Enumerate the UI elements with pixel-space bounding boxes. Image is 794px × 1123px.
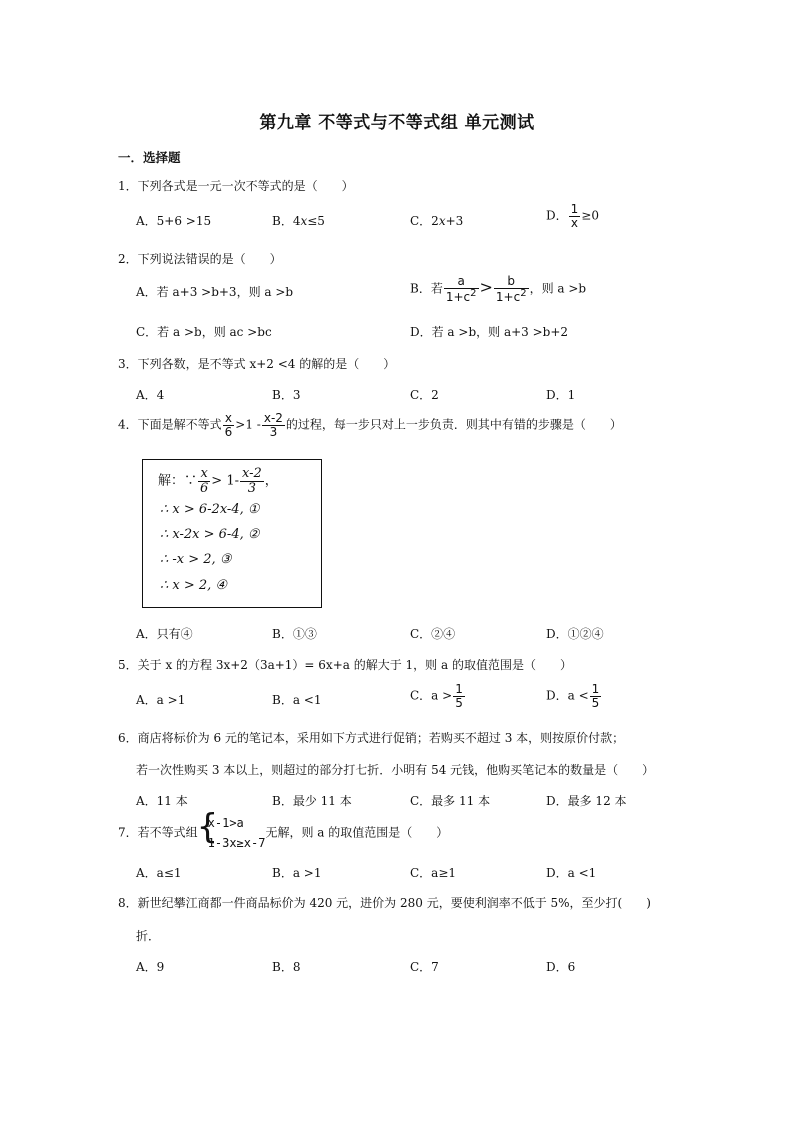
q7-option-a: A．a≤1 — [136, 866, 182, 880]
fraction-denominator: 6 — [200, 480, 209, 496]
q3-option-d: D．1 — [546, 388, 576, 402]
fraction-numerator: 1 — [570, 202, 579, 216]
q8-option-d: D．6 — [546, 960, 576, 974]
q2-option-b-fraction-2 — [494, 275, 529, 303]
fraction-numerator: x-2 — [263, 411, 283, 425]
q4-fraction-1 — [223, 412, 235, 438]
q2-option-b-post: ，则 a >b — [529, 281, 587, 296]
q8-option-c: C．7 — [410, 960, 439, 974]
q5-option-c-pre: C．a > — [410, 688, 453, 703]
q5-option-d — [546, 683, 602, 709]
fraction-denominator: 3 — [269, 424, 278, 439]
q1-option-c-post: +3 — [445, 214, 464, 228]
q2-option-b — [410, 275, 586, 303]
section-heading: 一．选择题 — [118, 150, 181, 165]
q7-option-d: D．a <1 — [546, 866, 597, 880]
q4-option-d: D．①②④ — [546, 627, 604, 641]
solution-line-4: ∴ -x > 2, ③ — [160, 552, 232, 567]
q4-option-b: B．①③ — [272, 627, 317, 641]
question-6-line-1: 6．商店将标价为 6 元的笔记本，采用如下方式进行促销；若购买不超过 3 本，则按原价付款； — [118, 731, 625, 745]
q4-stem-mid: >1 - — [235, 417, 261, 432]
solution-line-3: ∴ x-2x > 6-4, ② — [160, 527, 260, 542]
question-5-stem: 5．关于 x 的方程 3x+2（3a+1）= 6x+a 的解大于 1，则 a 的取值范围是（ ） — [118, 658, 572, 672]
q1-option-c-var: x — [438, 214, 446, 228]
q1-option-d-fraction — [569, 203, 581, 229]
q2-option-b-pre: B．若 — [410, 281, 443, 296]
q4-option-a: A．只有④ — [136, 627, 193, 641]
q3-option-b: B．3 — [272, 388, 301, 402]
fraction-numerator: 1 — [591, 682, 600, 696]
solution-fraction-2 — [240, 467, 264, 495]
q7-stem-post: 无解，则 a 的取值范围是（ ） — [265, 825, 449, 840]
q1-option-c-pre: C．2 — [410, 214, 439, 228]
fraction-denominator: $1+c^2$ — [445, 287, 477, 304]
fraction-denominator: x — [570, 215, 578, 230]
q2-option-b-gt: > — [479, 277, 493, 297]
fraction-numerator: a — [444, 275, 479, 289]
q4-fraction-2 — [262, 412, 285, 438]
q6-option-b: B．最少 11 本 — [272, 794, 352, 808]
question-7-stem — [118, 807, 449, 853]
q4-option-c: C．②④ — [410, 627, 456, 641]
q1-option-c — [410, 212, 463, 229]
fraction-denominator: 3 — [247, 480, 257, 496]
q7-option-c: C．a≥1 — [410, 866, 457, 880]
solution-line-1-pre: 解：∵ — [158, 473, 198, 489]
q3-option-a: A．4 — [136, 388, 165, 402]
fraction-numerator: x-2 — [242, 466, 262, 481]
exponent: 2 — [470, 287, 477, 299]
fraction-denominator: 5 — [591, 695, 600, 710]
q1-option-b-pre: B．4 — [272, 214, 301, 228]
q2-option-a: A．若 a+3 >b+3，则 a >b — [136, 285, 294, 299]
q6-option-c: C．最多 11 本 — [410, 794, 491, 808]
fraction-denominator: 6 — [224, 424, 233, 439]
q2-option-d: D．若 a >b，则 a+3 >b+2 — [410, 325, 569, 339]
question-4-stem — [118, 412, 622, 438]
q5-option-c-fraction — [453, 683, 465, 709]
fraction-denominator: 5 — [455, 695, 463, 710]
question-8-line-2: 折． — [136, 929, 161, 943]
fraction-numerator: x — [223, 412, 235, 426]
question-6-line-2: 若一次性购买 3 本以上，则超过的部分打七折．小明有 54 元钱，他购买笔记本的数量是（ ） — [136, 763, 655, 777]
exponent: 2 — [520, 287, 527, 299]
q6-option-a: A．11 本 — [136, 794, 188, 808]
fraction-numerator: 1 — [455, 682, 463, 696]
fraction-numerator: b — [494, 275, 529, 289]
solution-line-2: ∴ x > 6-2x-4, ① — [160, 502, 260, 517]
q5-option-a: A．a >1 — [136, 693, 186, 707]
q7-option-b: B．a >1 — [272, 866, 322, 880]
inequality-system — [196, 807, 266, 853]
question-3-stem: 3．下列各数，是不等式 x+2 <4 的解的是（ ） — [118, 357, 396, 371]
q1-option-b-post: ≤5 — [307, 214, 325, 228]
q5-option-d-pre: D．a < — [546, 688, 589, 703]
question-8-line-1: 8．新世纪攀江商都一件商品标价为 420 元，进价为 280 元，要使利润率不低于 5%，至少打( ) — [118, 896, 651, 910]
q5-option-d-fraction — [590, 683, 602, 709]
q7-stem-pre: 7．若不等式组 — [118, 825, 198, 840]
q5-option-c — [410, 683, 466, 709]
question-2-stem: 2．下列说法错误的是（ ） — [118, 252, 282, 266]
q2-option-b-fraction-1 — [444, 275, 479, 303]
q1-option-a: A．5+6 >15 — [136, 214, 212, 228]
q4-stem-pre: 4．下面是解不等式 — [118, 417, 222, 432]
q8-option-b: B．8 — [272, 960, 301, 974]
brace-icon: { — [196, 807, 219, 847]
solution-fraction-1 — [198, 467, 210, 495]
solution-line-1-mid: > 1- — [211, 473, 239, 489]
q1-option-b-var: x — [300, 214, 308, 228]
q4-stem-post: 的过程，每一步只对上一步负责．则其中有错的步骤是（ ） — [285, 417, 622, 432]
q1-option-b — [272, 212, 325, 229]
solution-line-1 — [158, 467, 278, 495]
q1-option-d — [546, 203, 599, 229]
q6-option-d: D．最多 12 本 — [546, 794, 627, 808]
page-title: 第九章 不等式与不等式组 单元测试 — [259, 113, 535, 133]
solution-line-5: ∴ x > 2, ④ — [160, 578, 228, 593]
q8-option-a: A．9 — [136, 960, 165, 974]
q2-option-c: C．若 a >b，则 ac >bc — [136, 325, 272, 339]
q1-option-d-pre: D． — [546, 208, 568, 223]
q1-option-d-post: ≥0 — [581, 208, 599, 223]
q5-option-b: B．a <1 — [272, 693, 322, 707]
solution-line-1-post: ， — [264, 473, 278, 489]
fraction-numerator: x — [198, 467, 210, 482]
fraction-denominator: $1+c^2$ — [495, 287, 527, 304]
q3-option-c: C．2 — [410, 388, 439, 402]
system-line-1: x-1>a — [207, 816, 244, 830]
question-1-stem: 1．下列各式是一元一次不等式的是（ ） — [118, 179, 354, 193]
system-line-2: 1-3x≥x-7 — [207, 836, 266, 850]
